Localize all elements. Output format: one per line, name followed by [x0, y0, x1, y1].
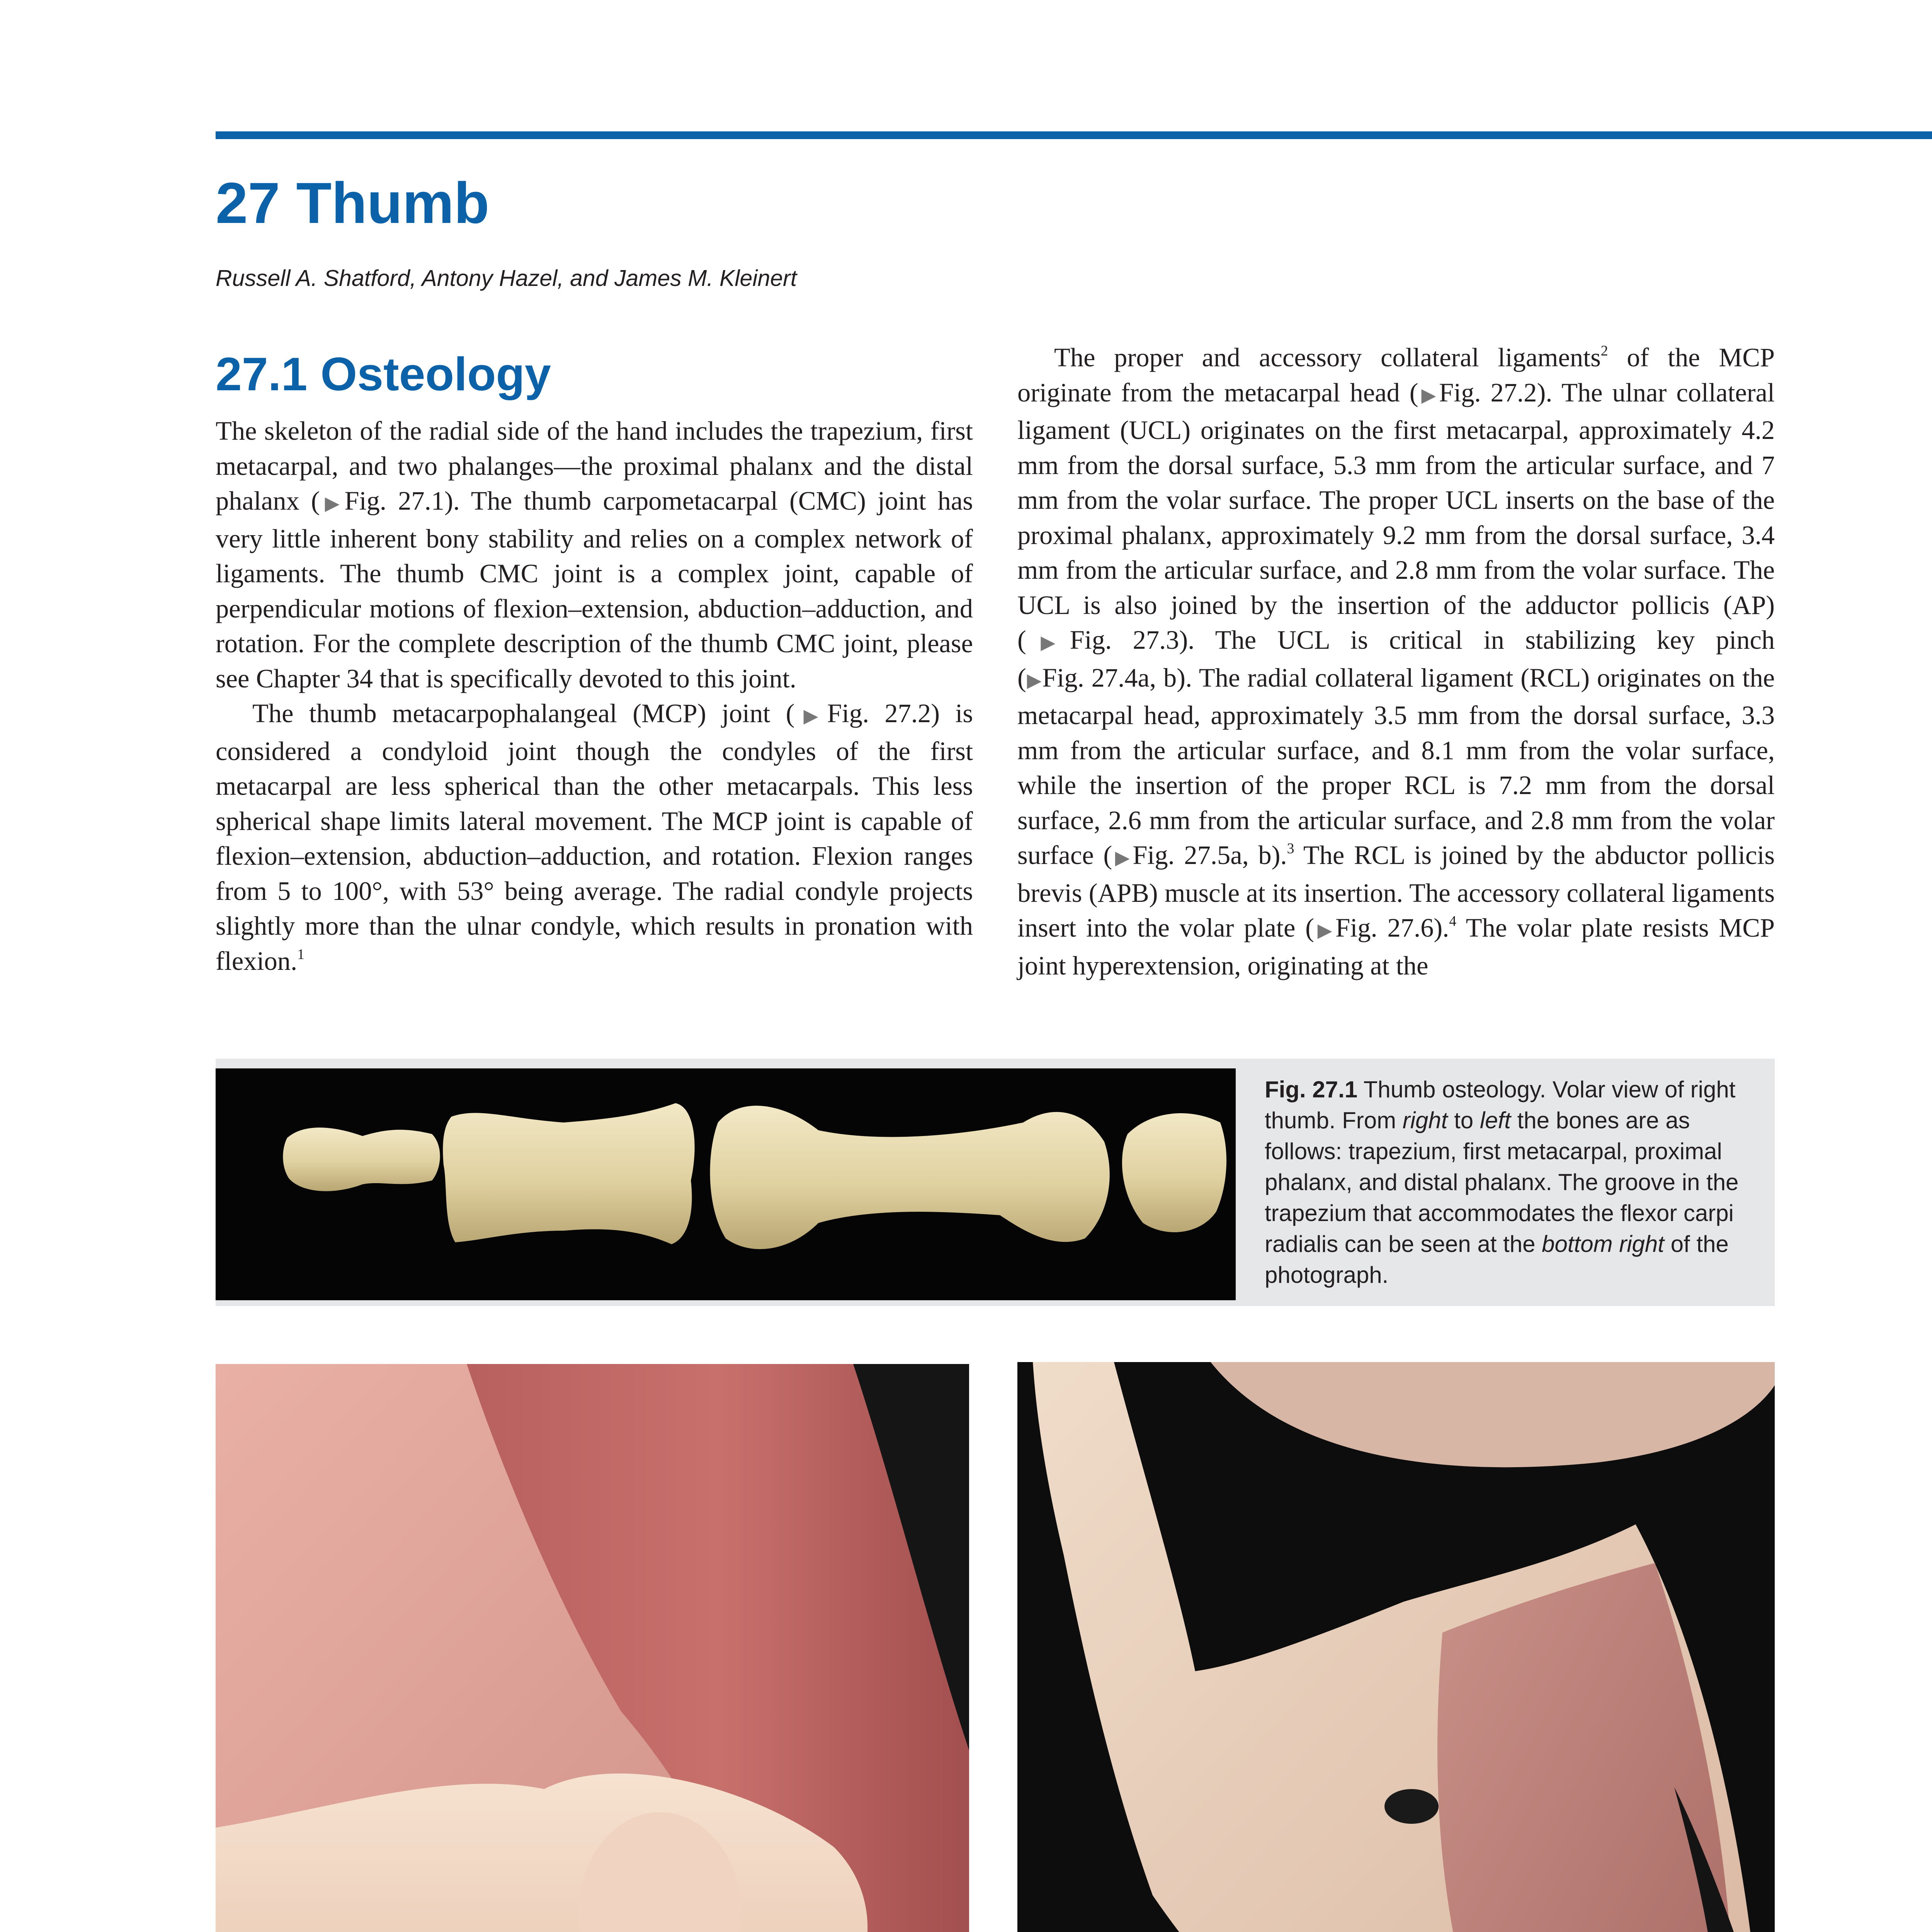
- thumb-bones-photo: [216, 1068, 1236, 1300]
- arrow-icon: ▶: [1026, 669, 1043, 691]
- citation[interactable]: 2: [1600, 342, 1608, 359]
- figure-ref[interactable]: ▶Fig. 27.2: [794, 699, 931, 728]
- arrow-icon: ▶: [1418, 384, 1439, 406]
- left-column: [216, 413, 973, 978]
- figure-ref[interactable]: ▶Fig. 27.4a, b: [1026, 663, 1177, 692]
- paragraph: The thumb metacarpophalangeal (MCP) joint (▶Fig. 27.2) is considered a condyloid joint though the condyles of the first metacarpal are less spherical than the other metacarpals. This less spherical shape limits lateral movement. The MCP joint is capable of flexion–extension, abduction–adduction, and rotation. Flexion ranges from 5 to 100°, with 53° being average. The radial condyle projects slightly more than the ulnar condyle, which results in pronation with flexion.$^1$: [216, 699, 973, 976]
- arrow-icon: ▶: [1112, 847, 1133, 868]
- paragraph: The proper and accessory collateral ligaments$^2$ of the MCP originate from the metacarpal head (▶Fig. 27.2). The ulnar collateral ligament (UCL) originates on the first metacarpal, approximately 4.2 mm from the dorsal surface, 5.3 mm from the articular surface, and 7 mm from the volar surface. The proper UCL inserts on the base of the proximal phalanx, approximately 9.2 mm from the dorsal surface, 3.4 mm from the articular surface, and 2.8 mm from the volar surface. The UCL is also joined by the insertion of the adductor pollicis (AP) (▶Fig. 27.3). The UCL is critical in stabilizing key pinch (▶Fig. 27.4a, b). The radial collateral ligament (RCL) originates on the metacarpal head, approximately 3.5 mm from the dorsal surface, 3.3 mm from the articular surface, and 8.1 mm from the volar surface, while the insertion of the proper RCL is 7.2 mm from the dorsal surface, 2.6 mm from the articular surface, and 2.8 mm from the volar surface (▶Fig. 27.5a, b).$^3$ The RCL is joined by the abductor pollicis brevis (APB) muscle at its insertion. The accessory collateral ligaments insert into the volar plate (▶Fig. 27.6).$^4$ The volar plate resists MCP joint hyperextension, originating at the: [1017, 342, 1775, 980]
- section-title: 27.1 Osteology: [216, 348, 551, 400]
- citation[interactable]: 3: [1287, 840, 1294, 857]
- figure-27-2: [216, 1364, 969, 1932]
- arrow-icon: ▶: [794, 705, 827, 726]
- chapter-rule: [216, 131, 1932, 139]
- citation[interactable]: 4: [1449, 913, 1457, 929]
- arrow-icon: ▶: [1026, 632, 1070, 653]
- mcp-joint-photo: [216, 1364, 969, 1932]
- paragraph: The skeleton of the radial side of the hand includes the trapezium, first metacarpal, and two phalanges—the proximal phalanx and the distal phalanx (▶Fig. 27.1). The thumb carpometacarpal (CMC) joint has very little inherent bony stability and relies on a complex network of ligaments. The thumb CMC joint is a complex joint, capable of perpendicular motions of flexion–extension, abduction–adduction, and rotation. For the complete description of the thumb CMC joint, please see Chapter 34 that is specifically devoted to this joint.: [216, 416, 973, 693]
- figure-ref[interactable]: ▶Fig. 27.6: [1314, 913, 1434, 942]
- figure-ref[interactable]: ▶Fig. 27.3: [1026, 625, 1179, 655]
- arrow-icon: ▶: [320, 493, 345, 514]
- figure-27-3: [1017, 1362, 1775, 1932]
- figure-caption: Fig. 27.1 Thumb osteology. Volar view of right thumb. From right to left the bones are as follows: trapezium, first metacarpal, proximal phalanx, and distal phalanx. The groove in the trapezium that accommodates the flexor carpi radialis can be seen at the bottom right of the photograph.: [1265, 1077, 1739, 1288]
- figure-27-1: [216, 1059, 1775, 1306]
- figure-ref[interactable]: ▶Fig. 27.1: [320, 486, 444, 515]
- chapter-title: 27 Thumb: [216, 170, 490, 235]
- citation[interactable]: 1: [297, 946, 304, 963]
- chapter-authors: Russell A. Shatford, Antony Hazel, and James M. Kleinert: [216, 265, 797, 291]
- ucl-adductor-photo: [1017, 1362, 1775, 1932]
- arrow-icon: ▶: [1314, 920, 1336, 941]
- figure-ref[interactable]: ▶Fig. 27.2: [1418, 378, 1537, 407]
- right-column: [1017, 340, 1775, 983]
- figure-ref[interactable]: ▶Fig. 27.5a, b: [1112, 840, 1272, 870]
